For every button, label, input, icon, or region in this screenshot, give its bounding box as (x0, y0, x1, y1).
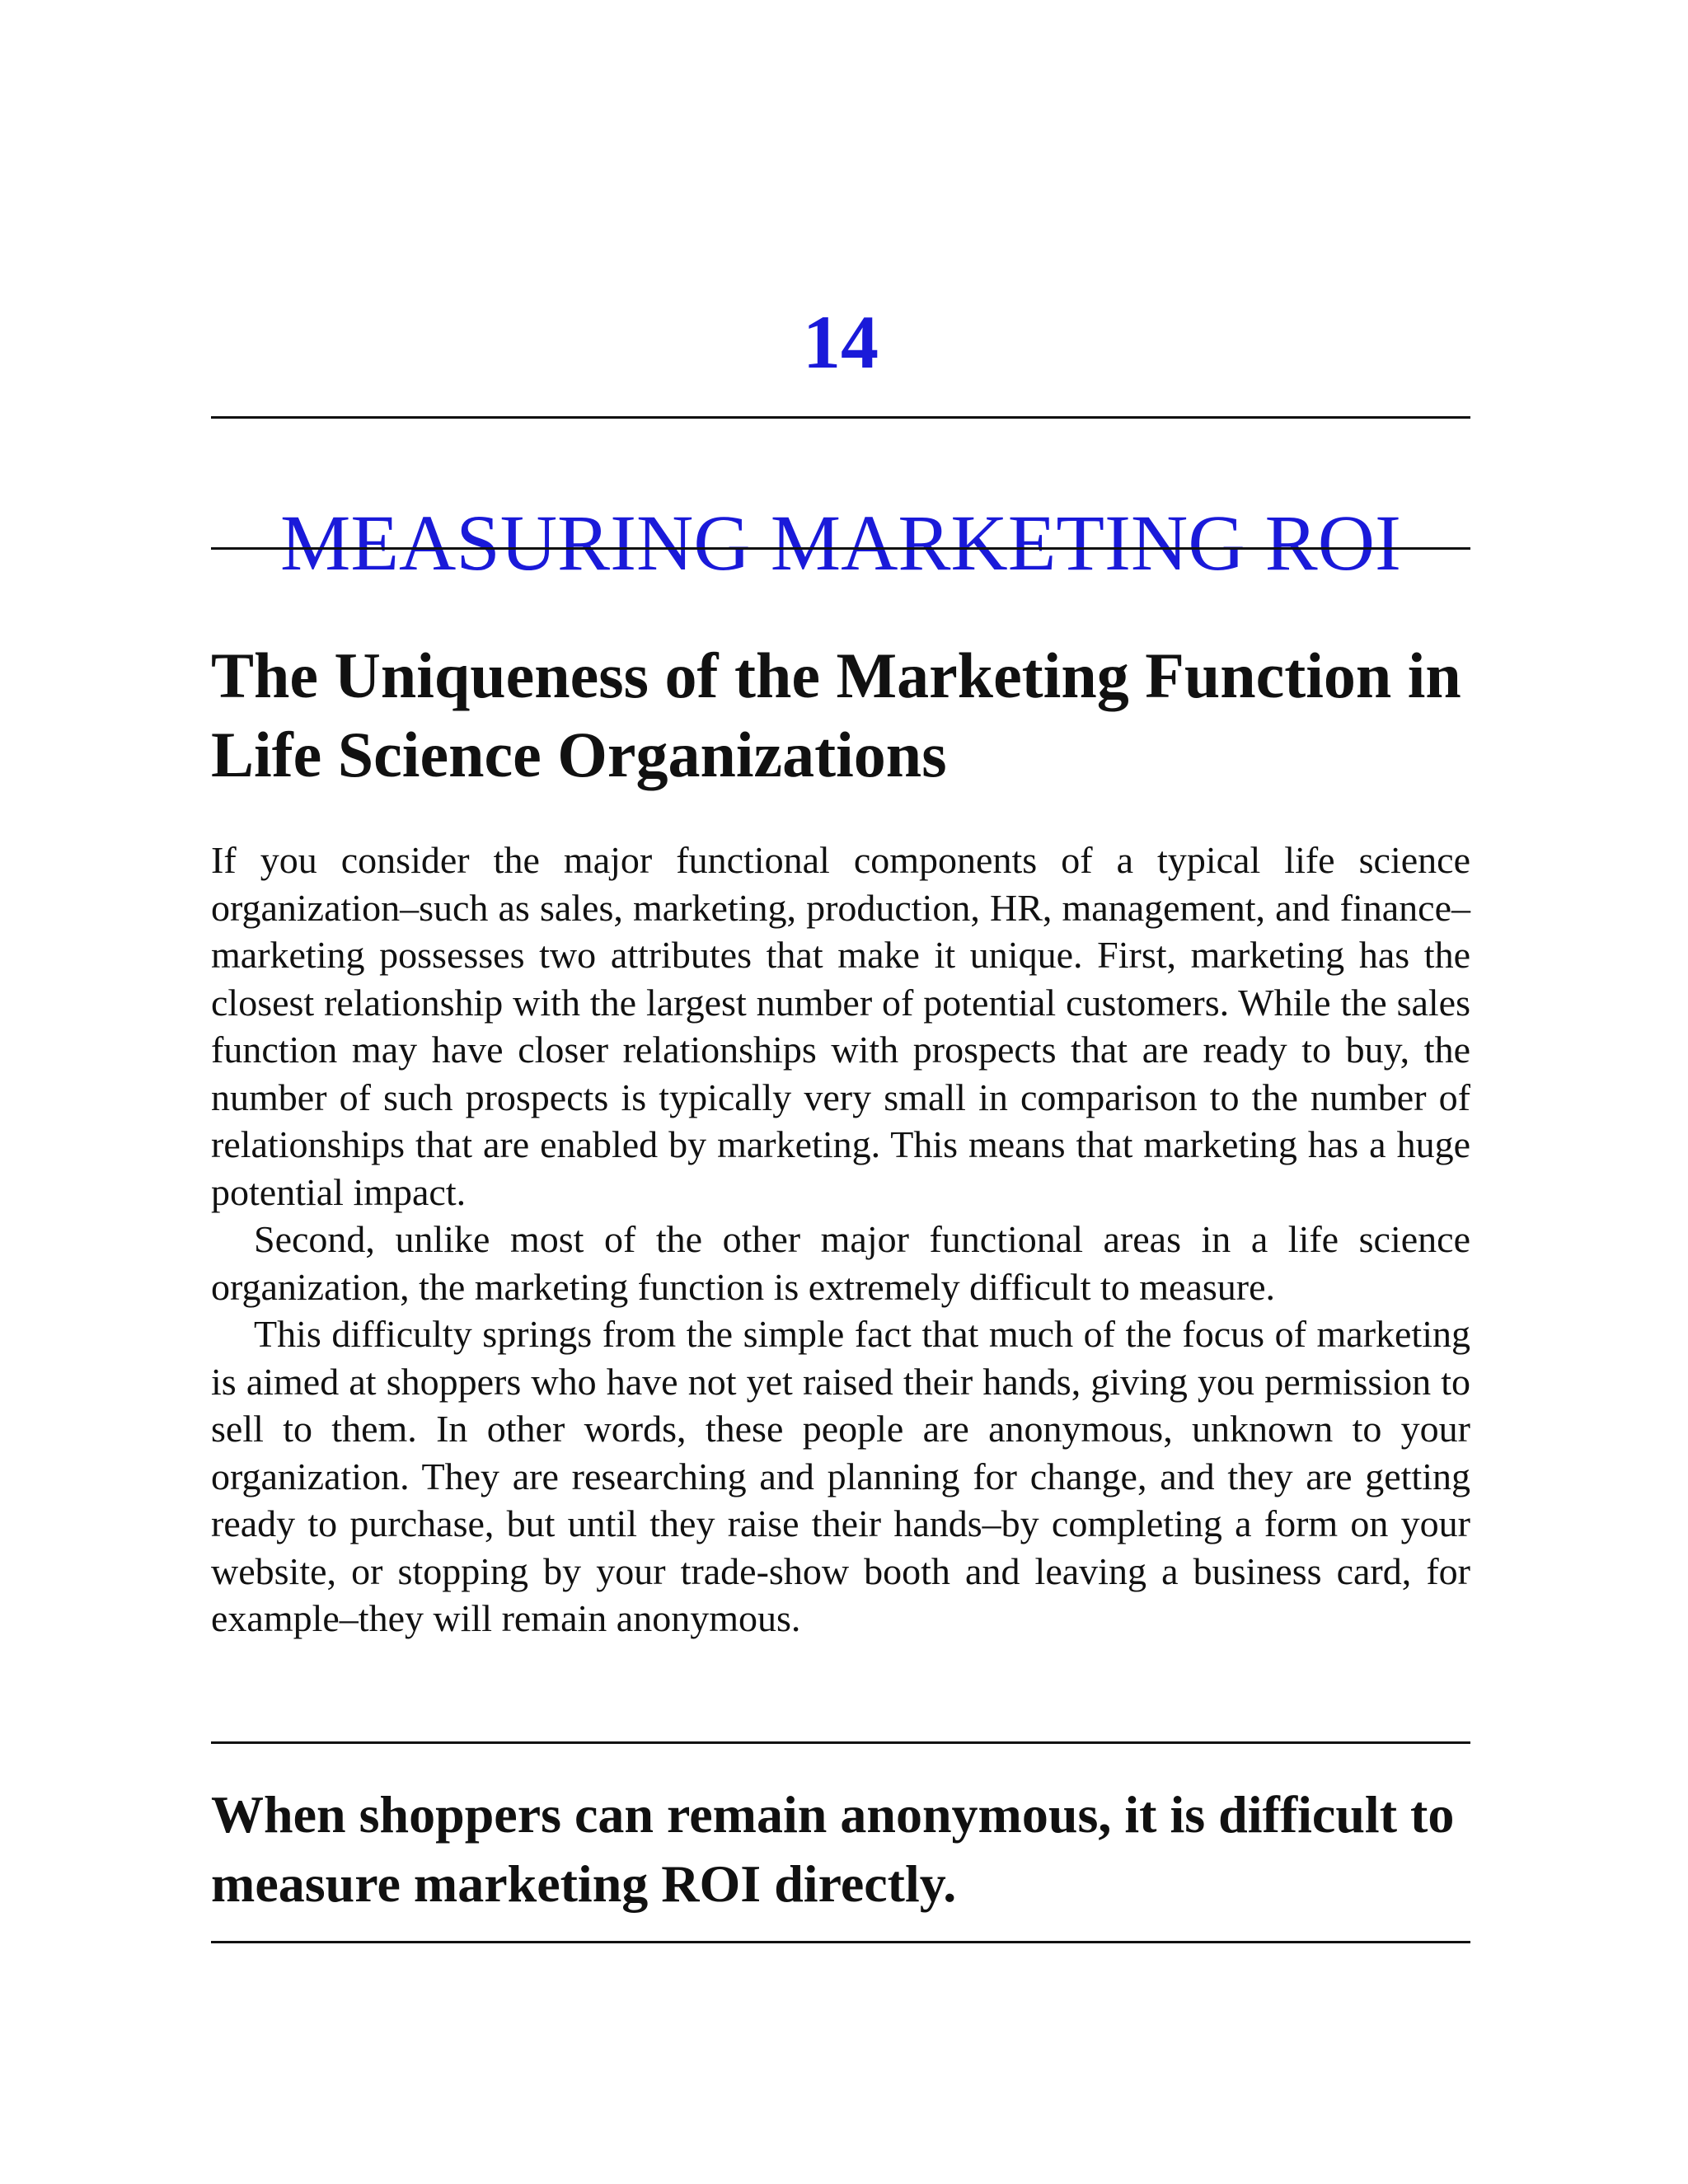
section-heading: The Uniqueness of the Marketing Function in Life Science Organizations (211, 640, 1461, 790)
chapter-number: 14 (803, 300, 879, 384)
chapter-title: MEASURING MARKETING ROI (280, 499, 1401, 588)
body-paragraph-2: Second, unlike most of the other major functional areas in a life science organization, the marketing function is extremely difficult to measure. (211, 1218, 1470, 1308)
pull-quote-bottom-rule (211, 1941, 1470, 1943)
pull-quote-top-rule (211, 1741, 1470, 1744)
body-text (211, 837, 1470, 1643)
pull-quote: When shoppers can remain anonymous, it is difficult to measure marketing ROI directly. (211, 1785, 1455, 1913)
body-paragraph-1: If you consider the major functional components of a typical life science organization–such as sales, marketing, production, HR, management, and finance–marketing possesses two attributes that make it unique. First, marketing has the closest relationship with the largest number of potential customers. While the sales function may have closer relationships with prospects that are ready to buy, the number of such prospects is typically very small in comparison to the number of relationships that are enabled by marketing. This means that marketing has a huge potential impact. (211, 839, 1470, 1213)
chapter-title-bottom-rule (211, 547, 1470, 550)
body-paragraph-3: This difficulty springs from the simple fact that much of the focus of marketing is aimed at shoppers who have not yet raised their hands, giving you permission to sell to them. In other words, these people are anonymous, unknown to your organization. They are researching and planning for change, and they are getting ready to purchase, but until they raise their hands–by completing a form on your website, or stopping by your trade-show booth and leaving a business card, for example–they will remain anonymous. (211, 1313, 1470, 1639)
chapter-title-top-rule (211, 416, 1470, 419)
